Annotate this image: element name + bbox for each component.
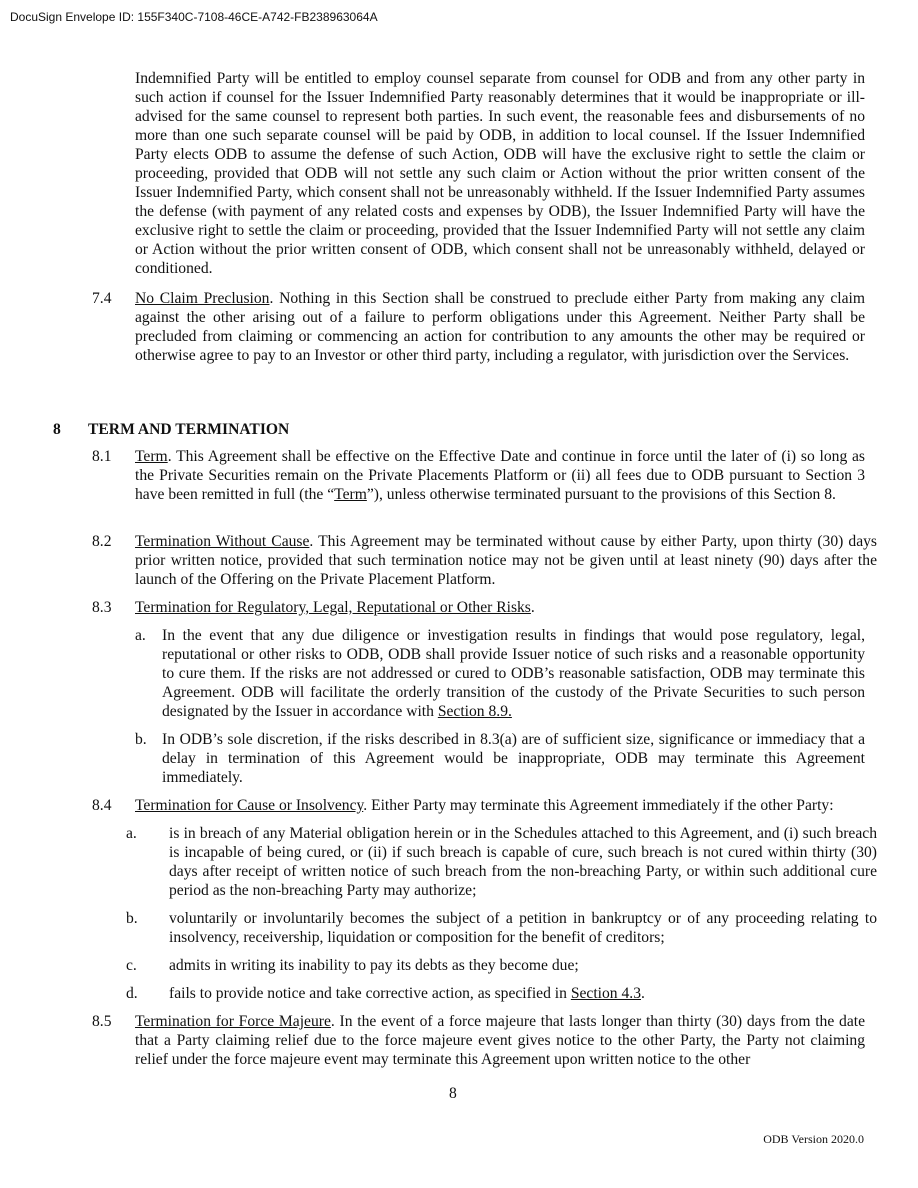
section-8-5-text: . In the event of a force majeure that lasts longer than thirty (30) days from the date that a Party claiming relief due to the force majeure event gives notice to the other Party, the Party not claiming relief under the force majeure event may terminate this Agreement upon written notice to the other <box>135 1013 865 1068</box>
section-8-3-a-text: In the event that any due diligence or investigation results in findings that would pose regulatory, legal, reputational or other risks to ODB, ODB shall provide Issuer notice of such risks and a reasonable opportunity to cure them. If the risks are not addressed or cured to ODB’s reasonable satisfaction, ODB may terminate this Agreement. ODB will facilitate the orderly transition of the custody of the Private Securities to such person designated by the Issuer in accordance with <box>162 627 865 720</box>
section-8-3 <box>135 598 865 617</box>
section-7-4 <box>135 289 865 365</box>
section-8-4-text: . Either Party may terminate this Agreement immediately if the other Party: <box>363 797 834 814</box>
section-8-2-text: . This Agreement may be terminated without cause by either Party, upon thirty (30) days prior written notice, provided that such termination notice may not be given until at least ninety (90) days after the launch of the Offering on the Private Placement Platform. <box>135 533 877 588</box>
section-8-2 <box>135 532 877 589</box>
section-8-4-c: admits in writing its inability to pay its debts as they become due; <box>169 957 579 974</box>
section-8-4-b-label: b. <box>126 910 138 927</box>
section-8-4-d-text-end: . <box>641 985 645 1002</box>
section-8-title: TERM AND TERMINATION <box>88 421 290 438</box>
section-8-4-b: voluntarily or involuntarily becomes the subject of a petition in bankruptcy or of any proceeding relating to insolvency, receivership, liquidation or composition for the benefit of creditors; <box>169 910 877 946</box>
cross-reference: Section 8.9. <box>437 703 512 720</box>
section-8-1-number: 8.1 <box>92 448 112 465</box>
section-8-4-title: Termination for Cause or Insolvency <box>135 797 364 814</box>
section-8-1-text-end: ”), unless otherwise terminated pursuant to the provisions of this Section 8. <box>366 486 836 503</box>
section-8-4-c-label: c. <box>126 957 137 974</box>
section-8-2-title: Termination Without Cause <box>135 533 310 550</box>
section-8-4-a: is in breach of any Material obligation herein or in the Schedules attached to this Agreement, and (i) such breach is incapable of being cured, or (ii) if such breach is capable of cure, such breach is not cured within thirty (30) days after receipt of written notice of such breach from the non-breaching Party, or within such additional cure period as the non-breaching Party may authorize; <box>169 825 877 899</box>
section-7-4-text: . Nothing in this Section shall be construed to preclude either Party from making any claim against the other arising out of a failure to perform obligations under this Agreement. Neither Party shall be precluded from claiming or commencing an action for contribution to any amounts the other may be required or otherwise agree to pay to an Investor or other third party, including a regulator, with jurisdiction over the Services. <box>135 290 865 364</box>
section-8-3-a-label: a. <box>135 627 146 644</box>
version-label: ODB Version 2020.0 <box>763 1132 864 1146</box>
section-8-1 <box>135 447 865 504</box>
section-8-5 <box>135 1012 865 1069</box>
section-8-3-b-label: b. <box>135 731 147 748</box>
section-8-3-text: . <box>530 599 535 616</box>
section-7-4-number: 7.4 <box>92 290 112 307</box>
section-8-4-d-label: d. <box>126 985 138 1002</box>
section-8-4 <box>135 796 880 815</box>
cross-reference: Section 4.3 <box>570 985 641 1002</box>
section-8-number: 8 <box>53 421 61 438</box>
page-number: 8 <box>449 1085 457 1102</box>
section-8-4-d <box>169 984 877 1003</box>
section-8-4-number: 8.4 <box>92 797 112 814</box>
section-8-4-d-text: fails to provide notice and take corrective action, as specified in <box>169 985 571 1002</box>
section-8-2-number: 8.2 <box>92 533 112 550</box>
section-8-3-a <box>162 626 865 721</box>
section-8-1-text: . This Agreement shall be effective on the Effective Date and continue in force until the later of (i) so long as the Private Securities remain on the Private Placements Platform or (ii) all fees due to ODB pursuant to Section 3 have been remitted in full (the “ <box>135 448 865 503</box>
defined-term: Term <box>334 486 367 503</box>
section-8-4-a-label: a. <box>126 825 137 842</box>
section-8-3-number: 8.3 <box>92 599 112 616</box>
section-8-3-b: In ODB’s sole discretion, if the risks described in 8.3(a) are of sufficient size, significance or immediacy that a delay in termination of this Agreement would be inappropriate, ODB may terminate this Agreement immediately. <box>162 731 865 786</box>
section-8-1-title: Term <box>135 448 168 465</box>
section-7-4-title: No Claim Preclusion <box>135 290 270 307</box>
section-8-3-title: Termination for Regulatory, Legal, Reputational or Other Risks <box>135 599 531 616</box>
envelope-id: DocuSign Envelope ID: 155F340C-7108-46CE-A742-FB238963064A <box>10 10 378 24</box>
section-8-5-number: 8.5 <box>92 1013 112 1030</box>
section-8-5-title: Termination for Force Majeure <box>135 1013 331 1030</box>
continued-paragraph: Indemnified Party will be entitled to employ counsel separate from counsel for ODB and from any other party in such action if counsel for the Issuer Indemnified Party reasonably determines that it would be inappropriate or ill-advised for the same counsel to represent both parties. In such event, the reasonable fees and disbursements of no more than one such separate counsel will be paid by ODB, in addition to local counsel. If the Issuer Indemnified Party elects ODB to assume the defense of such Action, ODB will have the exclusive right to settle the claim or proceeding, provided that ODB will not settle any such claim or Action without the prior written consent of the Issuer Indemnified Party, which consent shall not be unreasonably withheld. If the Issuer Indemnified Party assumes the defense (with payment of any related costs and expenses by ODB), the Issuer Indemnified Party will have the exclusive right to settle the claim or proceeding, provided that the Issuer Indemnified Party will not settle any claim or Action without the prior written consent of ODB, which consent shall not be unreasonably withheld, delayed or conditioned. <box>135 70 865 277</box>
